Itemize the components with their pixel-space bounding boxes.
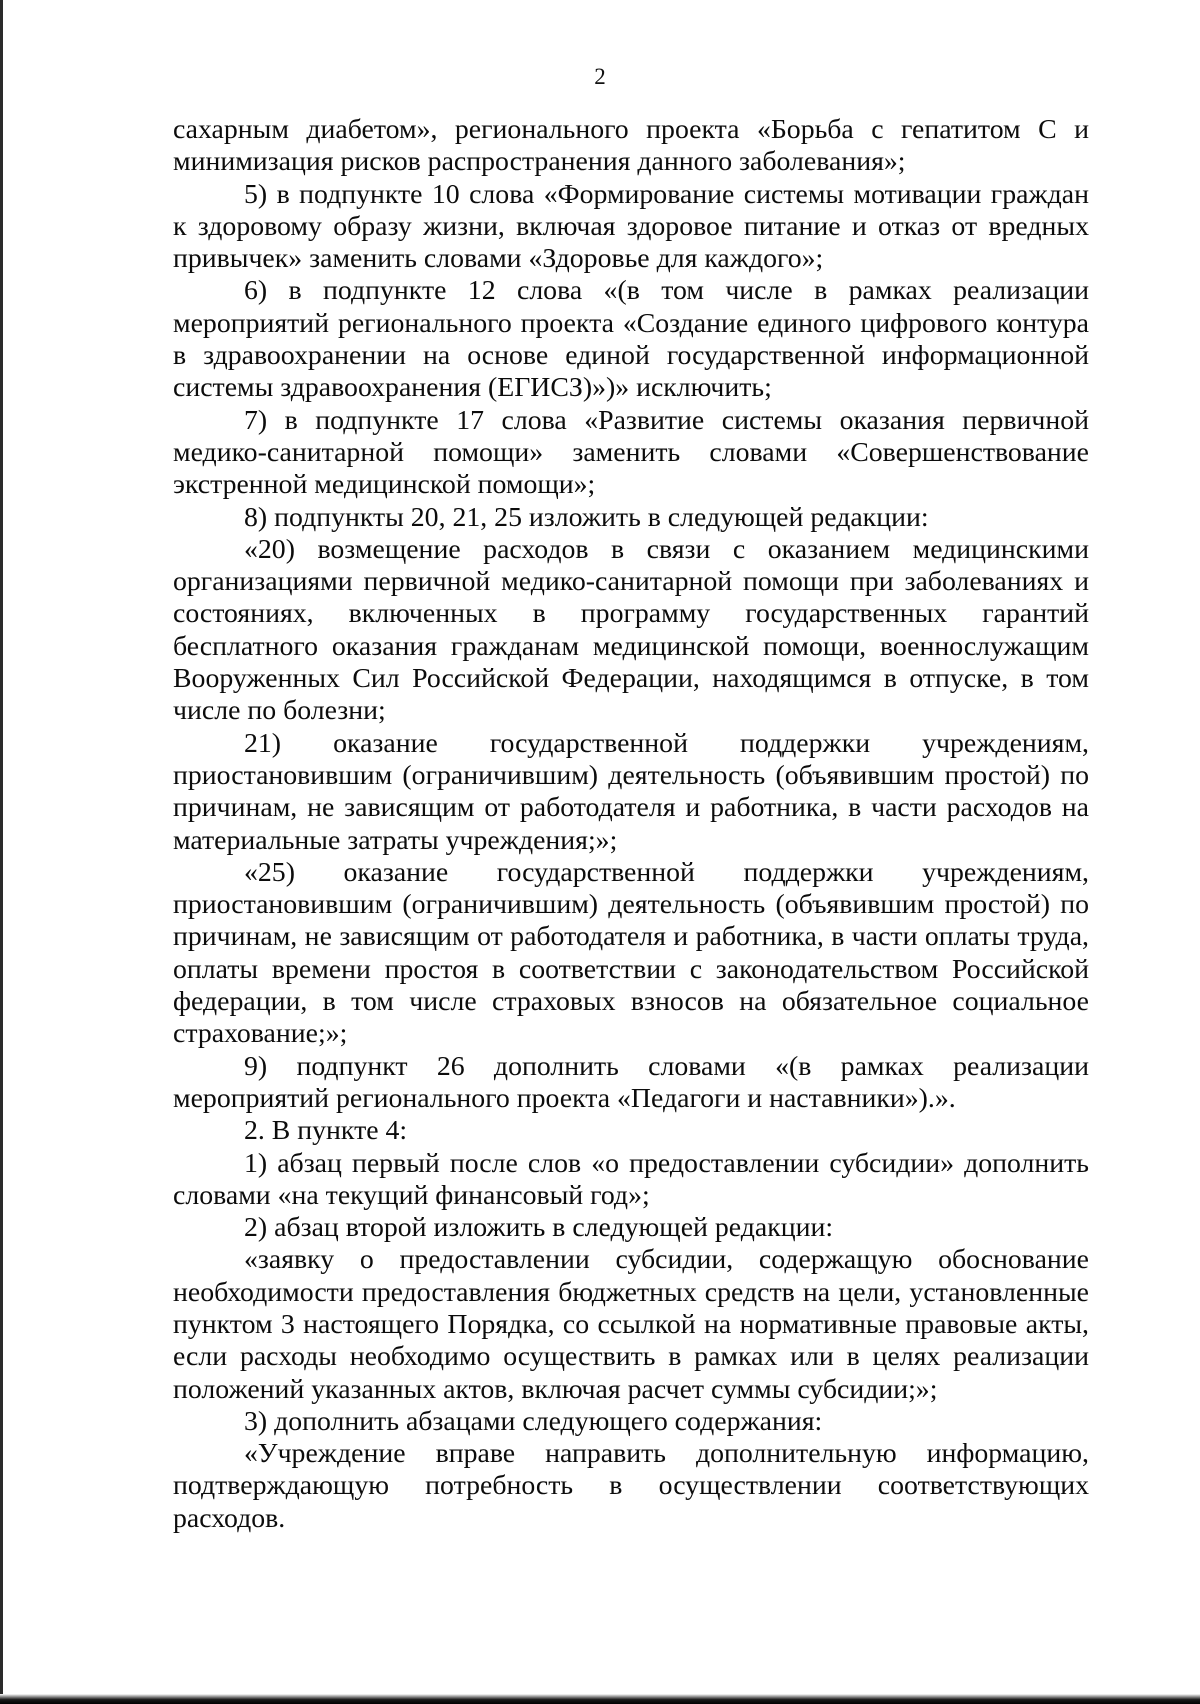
paragraph-section-2-item-1: 1) абзац первый после слов «о предоставлении субсидии» дополнить словами «на текущий финансовый год»; [173,1147,1089,1211]
paragraph-continuation: сахарным диабетом», регионального проекта «Борьба с гепатитом С и минимизация рисков распространения данного заболевания»; [173,114,1089,178]
paragraph-institution-text: «Учреждение вправе направить дополнительную информацию, подтверждающую потребность в осуществлении соответствующих расходов. [173,1438,1089,1534]
scan-left-edge [0,0,3,1704]
paragraph-section-2: 2. В пункте 4: [244,1115,408,1147]
page-number: 2 [594,64,606,89]
paragraph-subitem-21: 21) оказание государственной поддержки учреждениям, приостановившим (ограничившим) деятельность (объявившим простой) по причинам, не зависящим от работодателя и работника, в части расходов на материальные затраты учреждения;»; [173,727,1089,856]
paragraph-section-2-item-3: 3) дополнить абзацами следующего содержания: [244,1405,823,1437]
paragraph-item-7: 7) в подпункте 17 слова «Развитие системы оказания первичной медико-санитарной помощи» заменить словами «Совершенствование экстренной медицинской помощи»; [173,404,1089,501]
paragraph-item-6: 6) в подпункте 12 слова «(в том числе в рамках реализации мероприятий регионального проекта «Создание единого цифрового контура в здравоохранении на основе единой государственной информационной системы здравоохранения (ЕГИСЗ)»)» исключить; [173,275,1089,404]
paragraph-item-9: 9) подпункт 26 дополнить словами «(в рамках реализации мероприятий регионального проекта «Педагоги и наставники»).». [173,1050,1089,1114]
paragraph-item-8: 8) подпункты 20, 21, 25 изложить в следующей редакции: [244,501,929,533]
scan-bottom-edge [0,1694,1200,1704]
paragraph-subitem-20: «20) возмещение расходов в связи с оказанием медицинскими организациями первичной медико-санитарной помощи при заболеваниях и состояниях, включенных в программу государственных гарантий бесплатного оказания гражданам медицинской помощи, военнослужащим Вооруженных Сил Российской Федерации, находящимся в отпуске, в том числе по болезни; [173,533,1089,727]
paragraph-section-2-item-2: 2) абзац второй изложить в следующей редакции: [244,1212,834,1244]
document-body [173,114,1089,1535]
paragraph-subitem-25: «25) оказание государственной поддержки учреждениям, приостановившим (ограничившим) деятельность (объявившим простой) по причинам, не зависящим от работодателя и работника, в части оплаты труда, оплаты времени простоя в соответствии с законодательством Российской федерации, в том числе страховых взносов на обязательное социальное страхование;»; [173,856,1089,1050]
paragraph-item-5: 5) в подпункте 10 слова «Формирование системы мотивации граждан к здоровому образу жизни, включая здоровое питание и отказ от вредных привычек» заменить словами «Здоровье для каждого»; [173,178,1089,275]
paragraph-application-text: «заявку о предоставлении субсидии, содержащую обоснование необходимости предоставления бюджетных средств на цели, установленные пунктом 3 настоящего Порядка, со ссылкой на нормативные правовые акты, если расходы необходимо осуществить в рамках или в целях реализации положений указанных актов, включая расчет суммы субсидии;»; [173,1244,1089,1405]
